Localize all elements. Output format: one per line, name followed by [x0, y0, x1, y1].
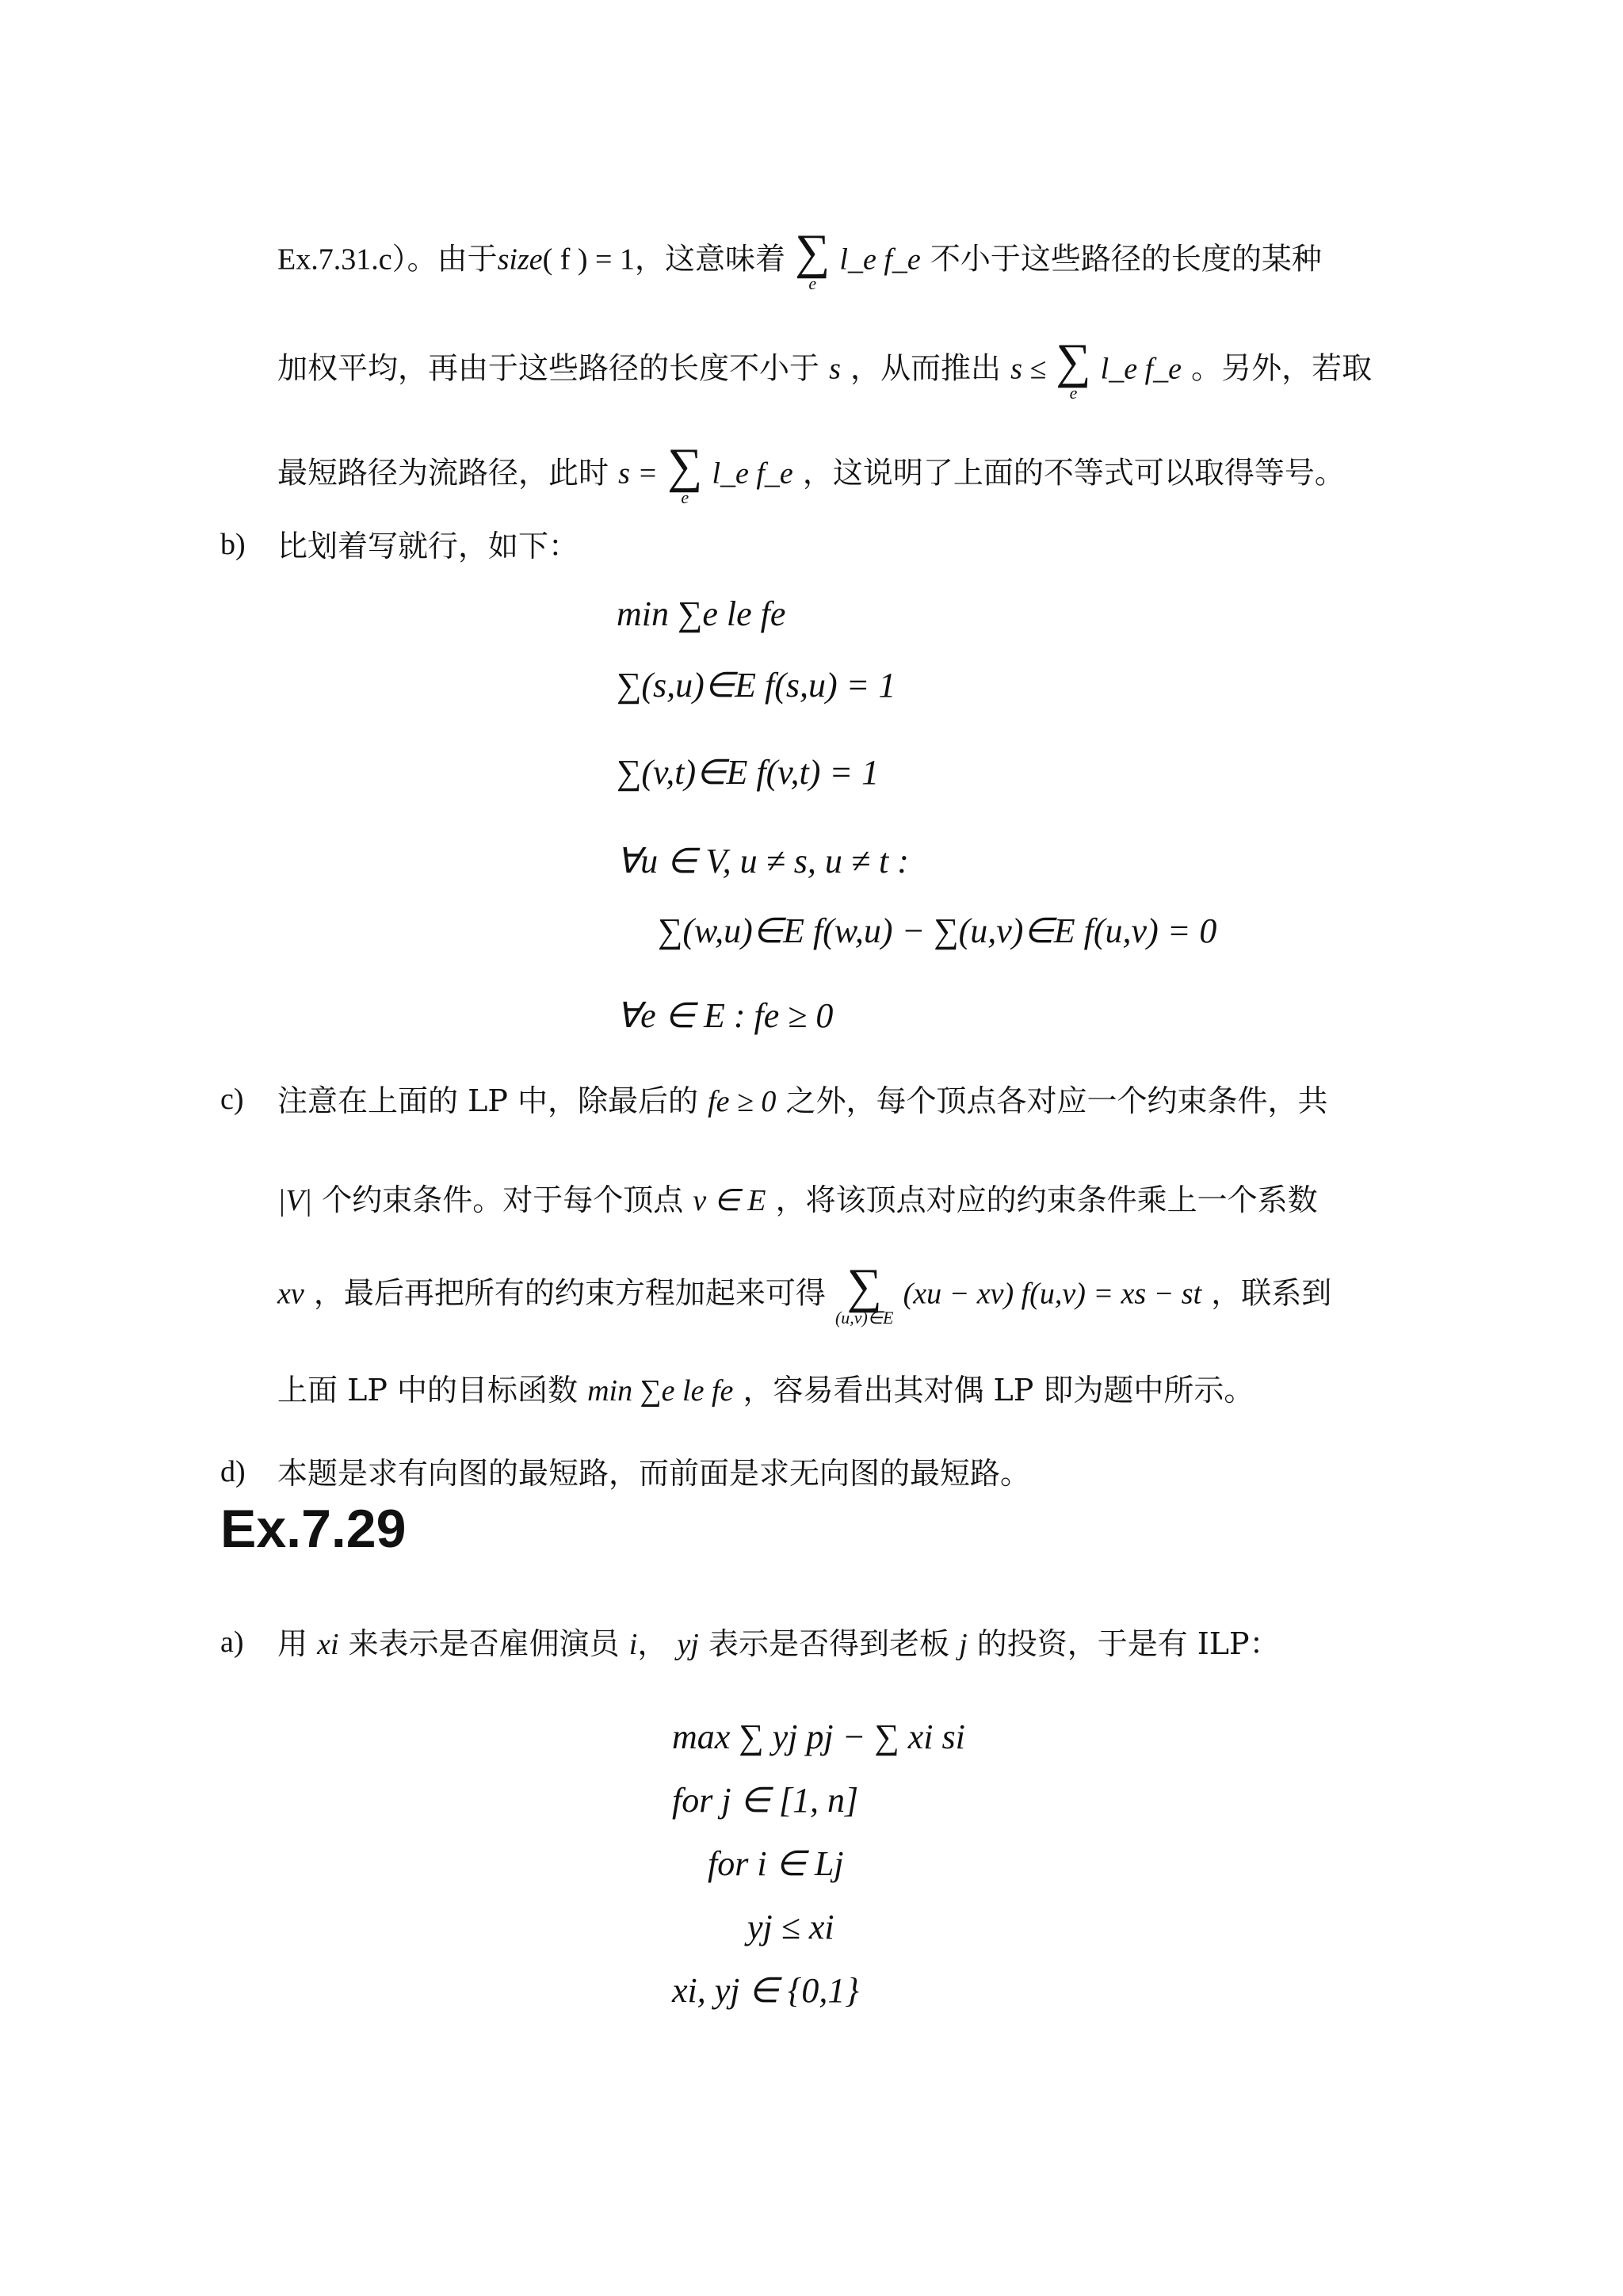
math-objective: min ∑e le fe — [587, 1374, 734, 1408]
para-a-line-1 — [277, 225, 1322, 293]
lp-flow-conservation: ∑(w,u)∈E f(w,u) − ∑(u,v)∈E f(u,v) = 0 — [658, 911, 1217, 950]
math-fe-nonneg: fe ≥ 0 — [708, 1085, 777, 1118]
sum-symbol: ∑ — [795, 225, 831, 279]
text: Ex.7.31.c）。由于 — [277, 243, 498, 277]
text: 注意在上面的 LP 中，除最后的 — [277, 1083, 698, 1118]
ilp-constraint: yj ≤ xi — [747, 1908, 834, 1946]
sum-over-edges — [834, 1259, 894, 1328]
lp-nonneg: ∀e ∈ E : fe ≥ 0 — [617, 996, 834, 1035]
text: ，将该顶点对应的约束条件乘上一个系数 — [775, 1182, 1318, 1217]
math-rel: s ≤ — [1010, 352, 1047, 386]
ilp-for-i: for i ∈ Lj — [708, 1844, 844, 1883]
math-le-fe: l_e f_e — [839, 243, 921, 277]
math-j: j — [959, 1628, 968, 1661]
text: 不小于这些路径的长度的某种 — [930, 241, 1322, 277]
sum-over-e — [1056, 334, 1091, 403]
para-c-line-1 — [277, 1082, 1327, 1121]
text: 个约束条件。对于每个顶点 — [322, 1182, 684, 1217]
item-label-a: a) — [220, 1626, 244, 1659]
math-s: s — [829, 352, 841, 386]
item-label-d: d) — [220, 1455, 246, 1488]
sum-index: e — [681, 487, 689, 507]
para-c-line-4 — [277, 1371, 1254, 1410]
sum-over-e — [667, 439, 703, 507]
math-le-fe: l_e f_e — [1100, 352, 1182, 386]
para-a-line-3 — [277, 439, 1345, 507]
text: 。另外，若取 — [1191, 350, 1373, 386]
math-xi: xi — [317, 1628, 339, 1661]
text: ，容易看出其对偶 LP 即为题中所示。 — [743, 1373, 1254, 1408]
math-size: size — [497, 243, 543, 277]
math-eq: ( f ) = 1 — [542, 243, 635, 277]
lp-objective: min ∑e le fe — [617, 594, 786, 633]
item-label-b: b) — [220, 528, 246, 561]
text: 来表示是否雇佣演员 — [348, 1626, 620, 1661]
para-a-line-2 — [277, 334, 1373, 403]
sum-over-e — [795, 225, 831, 293]
sum-symbol: ∑ — [1056, 334, 1091, 388]
sum-symbol: ∑ — [846, 1259, 882, 1313]
text: ，最后再把所有的约束方程加起来可得 — [313, 1275, 826, 1311]
text: ， — [637, 1626, 668, 1661]
text: 加权平均，再由于这些路径的长度不小于 — [277, 350, 820, 386]
math-i: i — [628, 1628, 638, 1661]
sum-index: e — [1069, 383, 1078, 403]
text: 最短路径为流路径，此时 — [277, 455, 609, 491]
para-b-text: 比划着写就行，如下： — [277, 529, 579, 563]
para-d-text: 本题是求有向图的最短路，而前面是求无向图的最短路。 — [277, 1456, 1031, 1491]
lp-forall-vertex: ∀u ∈ V, u ≠ s, u ≠ t : — [617, 842, 909, 881]
lp-sink-constraint: ∑(v,t)∈E f(v,t) = 1 — [617, 753, 880, 792]
para-c-line-3 — [277, 1259, 1332, 1328]
lp-source-constraint: ∑(s,u)∈E f(s,u) = 1 — [617, 666, 896, 705]
sum-index: e — [808, 273, 817, 293]
math-rel: s = — [618, 457, 659, 491]
text: ，从而推出 — [850, 350, 1002, 386]
item-label-c: c) — [220, 1083, 244, 1116]
math-v-in-e: v ∈ E — [693, 1184, 766, 1217]
text: 用 — [277, 1626, 308, 1661]
text: ，这意味着 — [635, 241, 786, 277]
para-c-line-2 — [277, 1181, 1318, 1220]
ilp-for-j: for j ∈ [1, n] — [672, 1781, 859, 1820]
para-a2-line-1 — [277, 1625, 1280, 1664]
math-dual-sum: (xu − xv) f(u,v) = xs − st — [903, 1277, 1202, 1311]
section-heading: Ex.7.29 — [220, 1499, 407, 1559]
math-le-fe: l_e f_e — [712, 457, 793, 491]
text: 之外，每个顶点各对应一个约束条件，共 — [785, 1083, 1328, 1118]
sum-index: (u,v)∈E — [834, 1308, 894, 1328]
text: 的投资，于是有 ILP： — [976, 1626, 1280, 1661]
text: ，这说明了上面的不等式可以取得等号。 — [802, 455, 1345, 491]
math-abs-v: |V| — [277, 1184, 313, 1217]
text: ，联系到 — [1211, 1275, 1332, 1311]
ilp-objective: max ∑ yj pj − ∑ xi si — [672, 1717, 965, 1756]
text: 上面 LP 中的目标函数 — [277, 1373, 578, 1408]
math-yj: yj — [677, 1628, 699, 1661]
text: 表示是否得到老板 — [708, 1626, 949, 1661]
math-xv: xv — [277, 1277, 304, 1311]
ilp-binary: xi, yj ∈ {0,1} — [672, 1971, 860, 2010]
sum-symbol: ∑ — [667, 439, 703, 493]
